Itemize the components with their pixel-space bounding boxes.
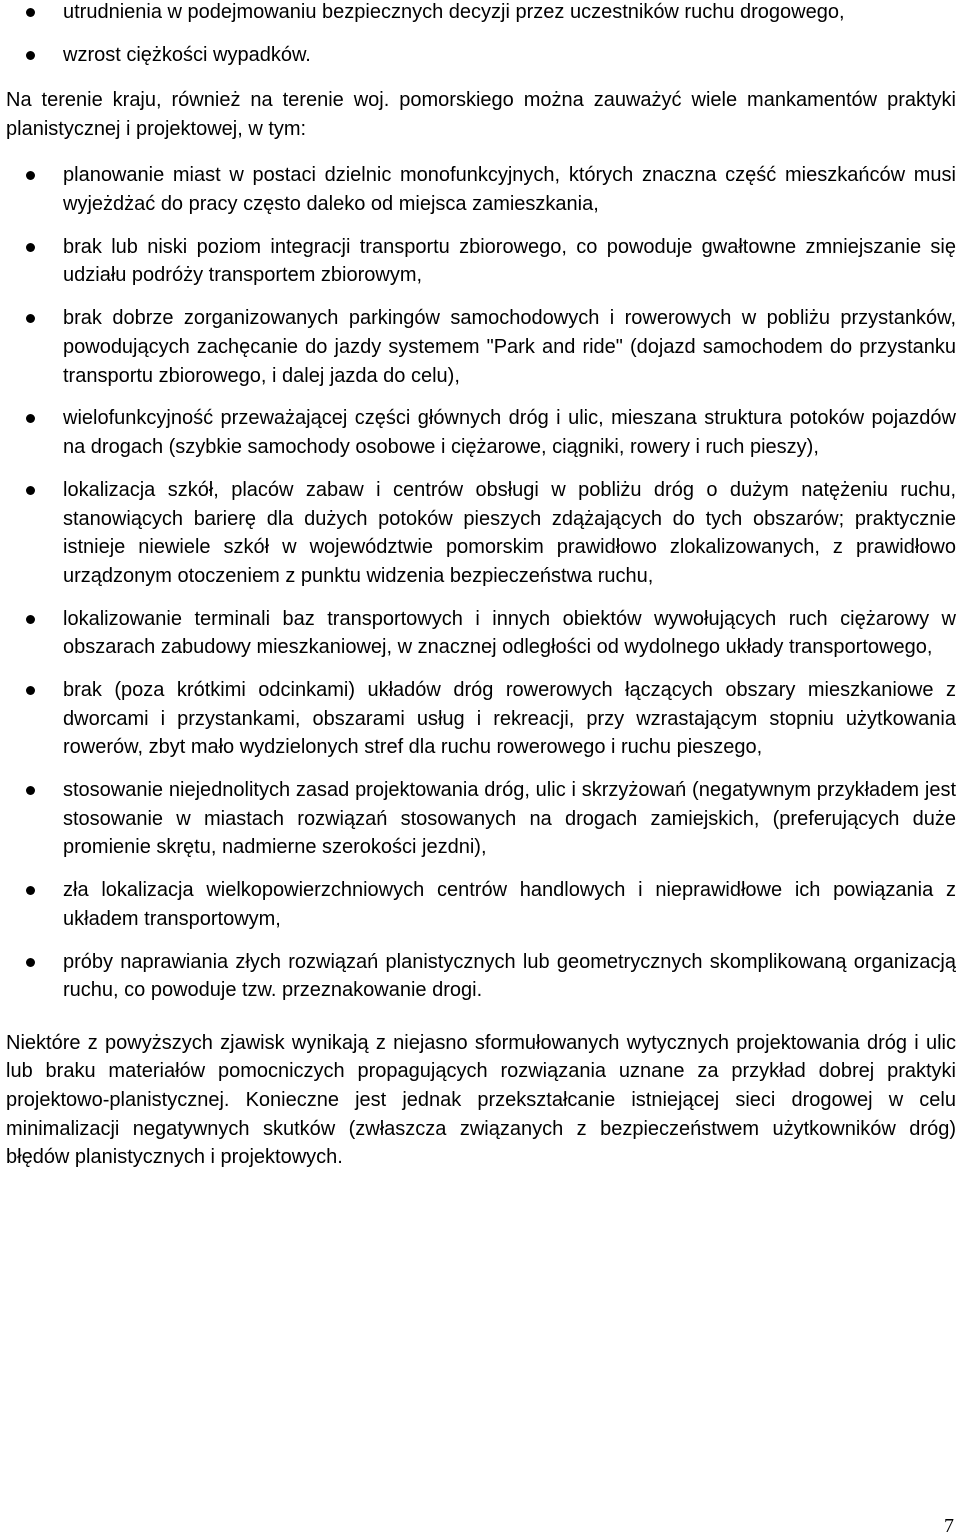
list-item-text: brak (poza krótkimi odcinkami) układów dróg rowerowych łączących obszary mieszkaniowe z dworcami i przystankami, obszarami usług i rekreacji, przy wzrastającym stopniu użytkowania rowerów, zbyt mało wydzielonych stref dla ruchu rowerowego i ruchu pieszego, — [63, 679, 956, 759]
list-item-text: planowanie miast w postaci dzielnic monofunkcyjnych, których znaczna część mieszkańców musi wyjeżdżać do pracy często daleko od miejsca zamieszkania, — [63, 164, 956, 215]
list-item — [6, 404, 956, 461]
list-item-text: próby naprawiania złych rozwiązań planistycznych lub geometrycznych skomplikowaną organizacją ruchu, co powoduje tzw. przeznakowanie drogi. — [63, 950, 956, 1002]
bullet-icon — [26, 786, 35, 795]
bullet-icon — [26, 243, 35, 252]
list-item — [6, 304, 956, 390]
list-item-text: brak lub niski poziom integracji transportu zbiorowego, co powoduje gwałtowne zmniejszanie się udziału podróży transportem zbiorowym, — [63, 235, 956, 287]
bullet-icon — [26, 314, 35, 323]
bullet-icon — [26, 8, 35, 17]
list-item-text: brak dobrze zorganizowanych parkingów samochodowych i rowerowych w pobliżu przystanków, powodujących zachęcanie do jazdy systemem "Park and ride" (dojazd samochodem do przystanku transportu zbiorowego, i dalej jazda do celu), — [63, 307, 956, 387]
bullet-icon — [26, 51, 35, 60]
closing-paragraph: Niektóre z powyższych zjawisk wynikają z niejasno sformułowanych wytycznych projektowania dróg i ulic lub braku materiałów pomocniczych propagujących rozwiązania uznane za przykład dobrej praktyki projektowo-planistycznej. Konieczne jest jednak przekształcanie istniejącej sieci drogowej w celu minimalizacji negatywnych skutków (zwłaszcza związanych z bezpieczeństwem użytkowników dróg) błędów planistycznych i projektowych. — [6, 1031, 956, 1169]
list-item-text: wielofunkcyjność przeważającej części głównych dróg i ulic, mieszana struktura potoków pojazdów na drogach (szybkie samochody osobowe i ciężarowe, ciągniki, rowery i ruch pieszy), — [63, 407, 956, 459]
list-item-text: zła lokalizacja wielkopowierzchniowych centrów handlowych i nieprawidłowe ich powiązania z układem transportowym, — [63, 879, 956, 930]
bullet-icon — [26, 886, 35, 895]
bullet-icon — [26, 171, 35, 180]
list-item — [6, 233, 956, 290]
list-item-text: lokalizowanie terminali baz transportowych i innych obiektów wywołujących ruch ciężarowy w obszarach zabudowy mieszkaniowej, w znacznej odległości od wydolnego układy transportowego, — [63, 607, 956, 659]
list-item-text: stosowanie niejednolitych zasad projektowania dróg, ulic i skrzyżowań (negatywnym przykładem jest stosowanie w miastach rozwiązań stosowanych na drogach zamiejskich, (preferujących duże promienie skrętu, nadmierne szerokości jezdni), — [63, 779, 956, 859]
list-item — [6, 0, 956, 27]
list-item — [6, 476, 956, 590]
list-item — [6, 948, 956, 1005]
bullet-icon — [26, 615, 35, 624]
list-item — [6, 676, 956, 762]
bullet-list-shortcomings — [6, 161, 956, 1005]
page-number: 7 — [944, 1515, 954, 1537]
list-item — [6, 41, 956, 70]
bullet-icon — [26, 486, 35, 495]
list-item — [6, 876, 956, 933]
bullet-icon — [26, 958, 35, 967]
list-item — [6, 605, 956, 662]
bullet-list-consequences — [6, 0, 956, 69]
list-item — [6, 161, 956, 218]
list-item-text: lokalizacja szkół, placów zabaw i centrów obsługi w pobliżu dróg o dużym natężeniu ruchu, stanowiących barierę dla dużych potoków pieszych zdążających do tych obszarów; praktycznie istnieje niewiele szkół w województwie pomorskim prawidłowo zlokalizowanych, z prawidłowo urządzonym otoczeniem z punktu widzenia bezpieczeństwa ruchu, — [63, 478, 956, 587]
document-body — [6, 0, 956, 1172]
list-item-text: wzrost ciężkości wypadków. — [63, 43, 311, 66]
list-item — [6, 776, 956, 862]
list-item-text: utrudnienia w podejmowaniu bezpiecznych decyzji przez uczestników ruchu drogowego, — [63, 1, 845, 23]
intro-paragraph: Na terenie kraju, również na terenie woj. pomorskiego można zauważyć wiele mankamentów praktyki planistycznej i projektowej, w tym: — [6, 89, 956, 140]
bullet-icon — [26, 686, 35, 695]
bullet-icon — [26, 414, 35, 423]
